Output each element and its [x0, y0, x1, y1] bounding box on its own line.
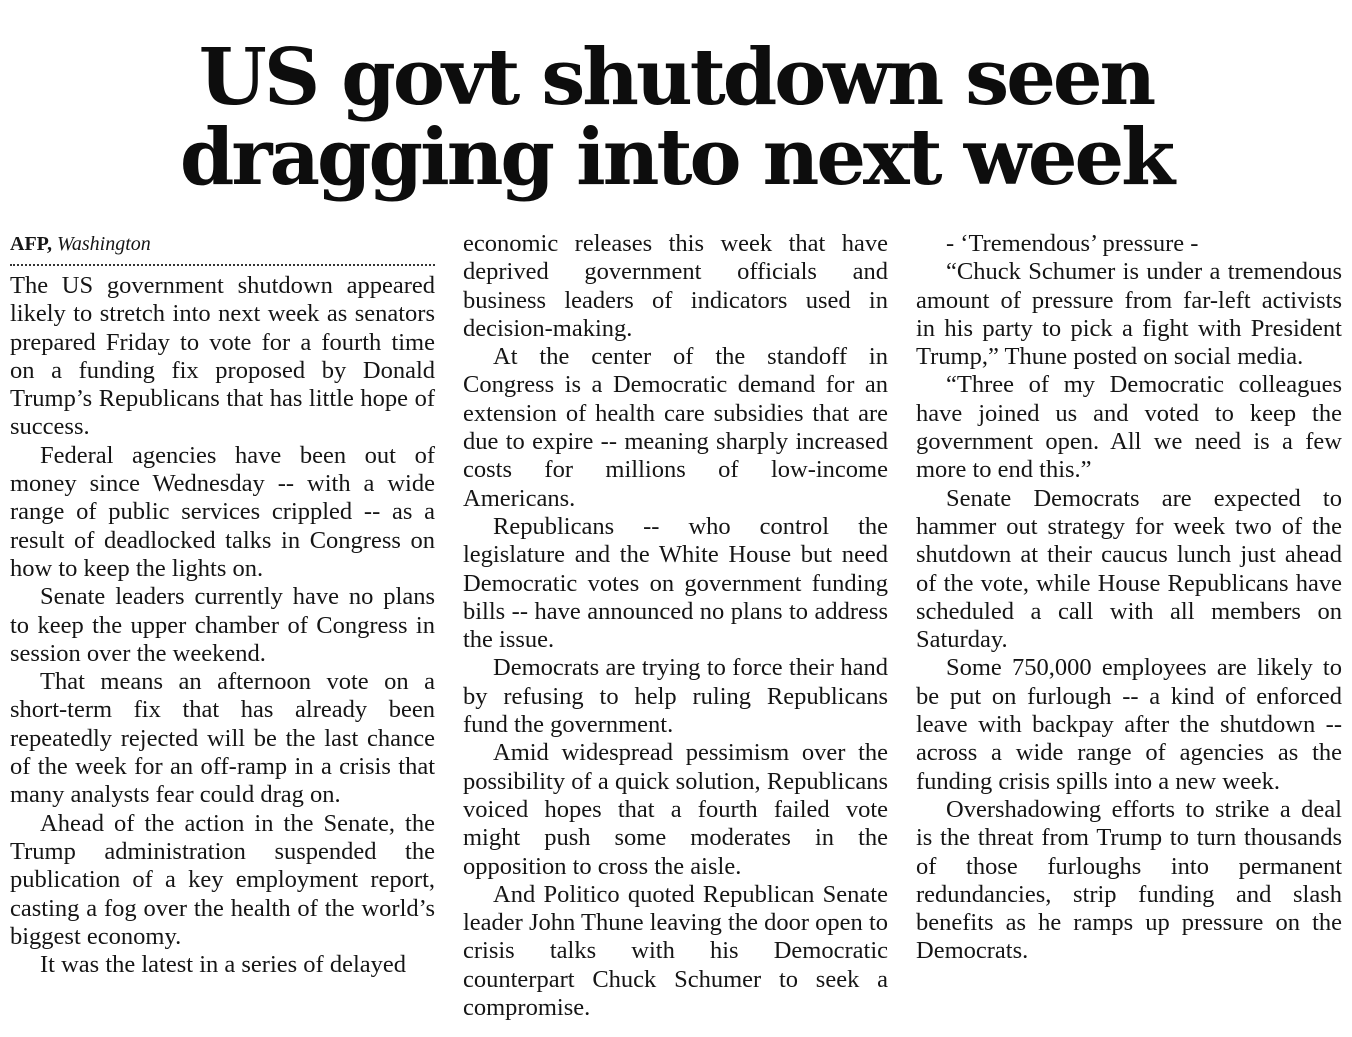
- paragraph: At the center of the standoff in Congress is a Democratic demand for an extension of health care subsidies that are due to expire -- meaning sharply increased costs for millions of low-income Americans.: [463, 343, 888, 512]
- paragraph: Federal agencies have been out of money since Wednesday -- with a wide range of public services crippled -- as a result of deadlocked talks in Congress on how to keep the lights on.: [10, 441, 435, 582]
- paragraph: And Politico quoted Republican Senate leader John Thune leaving the door open to crisis talks with his Democratic counterpart Chuck Schumer to seek a compromise.: [463, 880, 888, 1022]
- byline-place: Washington: [57, 233, 151, 255]
- article-column-2: [463, 230, 888, 1022]
- paragraph: “Chuck Schumer is under a tremendous amount of pressure from far-left activists in his party to pick a fight with President Trump,” Thune posted on social media.: [916, 258, 1342, 371]
- paragraph: Ahead of the action in the Senate, the Trump administration suspended the publication of a key employment report, casting a fog over the health of the world’s biggest economy.: [10, 809, 435, 950]
- paragraph: Republicans -- who control the legislature and the White House but need Democratic votes on government funding bills -- have announced no plans to address the issue.: [463, 512, 888, 654]
- paragraph: Senate Democrats are expected to hammer out strategy for week two of the shutdown at their caucus lunch just ahead of the vote, while House Republicans have scheduled a call with all members on Saturday.: [916, 484, 1342, 654]
- byline-divider: [10, 264, 435, 266]
- paragraph: Some 750,000 employees are likely to be put on furlough -- a kind of enforced leave with backpay after the shutdown -- across a wide range of agencies as the funding crisis spills into a new week.: [916, 654, 1342, 795]
- paragraph: Senate leaders currently have no plans to keep the upper chamber of Congress in session over the weekend.: [10, 583, 435, 667]
- byline: [10, 230, 435, 262]
- paragraph: Overshadowing efforts to strike a deal is the threat from Trump to turn thousands of those furloughs into permanent redundancies, strip funding and slash benefits as he ramps up pressure on the Democrats.: [916, 795, 1342, 965]
- article-column-3: [916, 230, 1342, 966]
- paragraph: It was the latest in a series of delayed: [40, 951, 407, 979]
- paragraph: Amid widespread pessimism over the possibility of a quick solution, Republicans voiced hopes that a fourth failed vote might push some moderates in the opposition to cross the aisle.: [463, 739, 888, 880]
- byline-agency: AFP,: [10, 233, 53, 255]
- paragraph: The US government shutdown appeared likely to stretch into next week as senators prepared Friday to vote for a fourth time on a funding fix proposed by Donald Trump’s Republicans that has little hope of success.: [10, 272, 435, 441]
- paragraph-continued: economic releases this week that have deprived government officials and business leaders of indicators used in decision-making.: [463, 230, 888, 342]
- headline-line-1: US govt shutdown seen: [198, 32, 1154, 123]
- paragraph: “Three of my Democratic colleagues have joined us and voted to keep the government open. All we need is a few more to end this.”: [916, 371, 1342, 484]
- paragraph: That means an afternoon vote on a short-term fix that has already been repeatedly rejected will be the last chance of the week for an off-ramp in a crisis that many analysts fear could drag on.: [10, 668, 435, 809]
- subheading: - ‘Tremendous’ pressure -: [946, 230, 1199, 257]
- headline-line-2: dragging into next week: [179, 112, 1173, 203]
- headline: [0, 32, 1352, 203]
- article-column-1: [10, 230, 435, 979]
- paragraph: Democrats are trying to force their hand by refusing to help ruling Republicans fund the government.: [463, 654, 888, 739]
